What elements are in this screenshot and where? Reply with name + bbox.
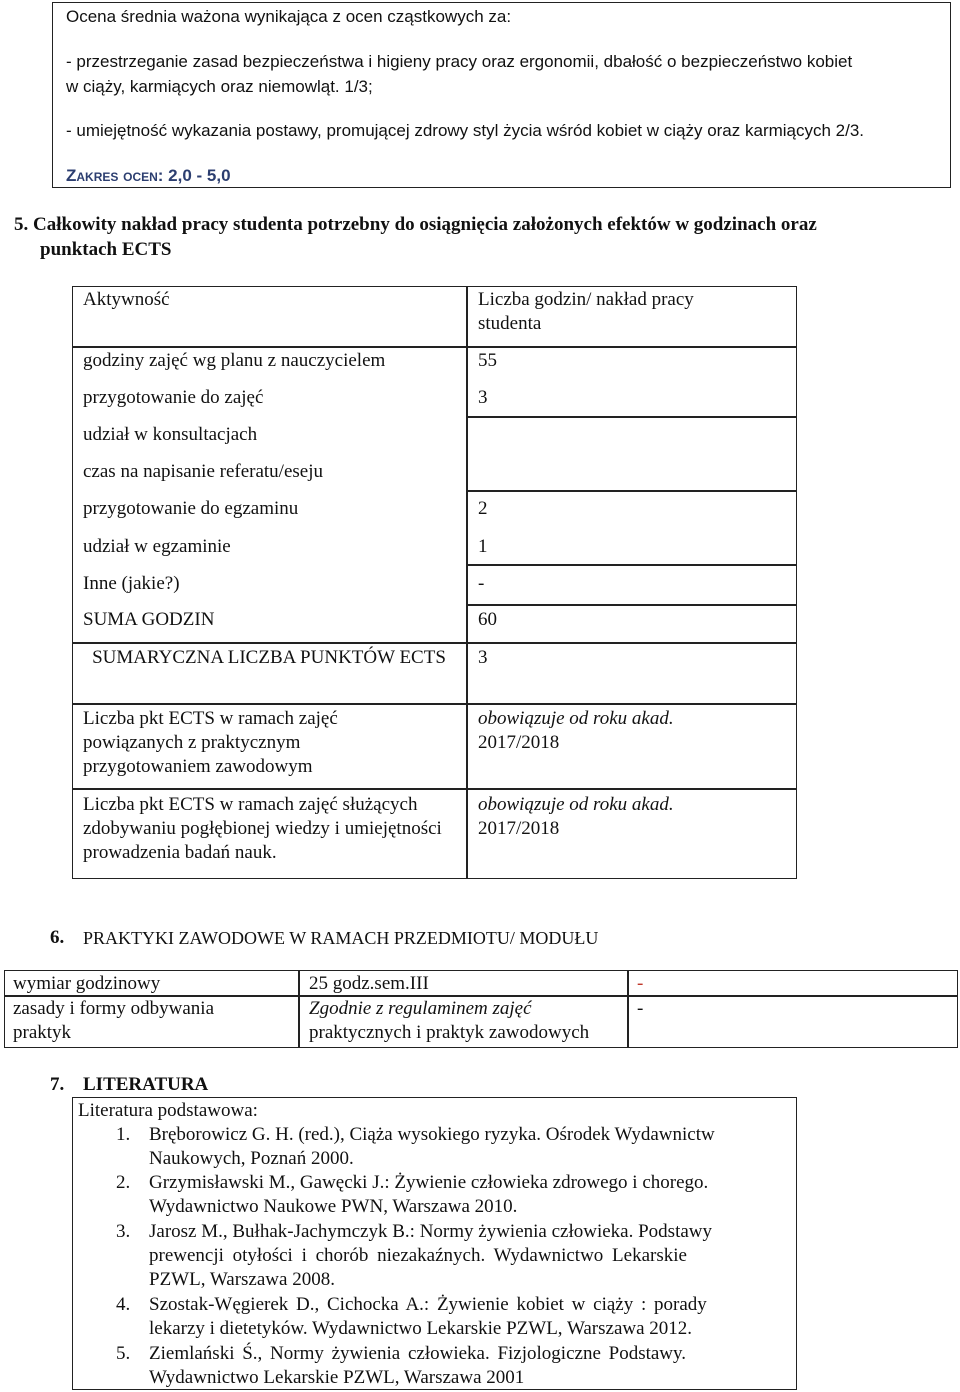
assessment-item-1-cont: w ciąży, karmiących oraz niemowląt. 1/3; — [66, 77, 373, 96]
literature-item-number: 3. — [116, 1221, 131, 1242]
row-value-6: 1 — [478, 536, 488, 557]
col-hours-header: Liczba godzin/ nakład pracy studenta — [478, 289, 694, 334]
assessment-item-1: - przestrzeganie zasad bezpieczeństwa i higieny pracy oraz ergonomii, dbałość o bezpieczeństwo kobiet — [66, 52, 853, 71]
internship-rules-note: Zgodnie z regulaminem zajęć — [309, 998, 532, 1019]
row-label-5: przygotowanie do egzaminu — [83, 498, 299, 519]
workload-table — [72, 286, 797, 879]
row-value-1: 55 — [478, 350, 497, 371]
internship-rules-label: zasady i formy odbywania praktyk — [13, 998, 215, 1043]
literature-item-number: 2. — [116, 1172, 131, 1193]
row-value-7: - — [478, 573, 485, 594]
internship-hours-value: 25 godz.sem.III — [309, 973, 429, 994]
grade-range: Zakres ocen: 2,0 - 5,0 — [66, 166, 231, 185]
literature-item-cont: prewencji otyłości i chorób niezakaźnych. Wydawnictwo Lekarskie — [149, 1245, 687, 1266]
research-ects-label: Liczba pkt ECTS w ramach zajęć służących zdobywaniu pogłębionej wiedzy i umiejętności prowadzenia badań nauk. — [83, 794, 442, 863]
internship-rules-extra: - — [637, 998, 644, 1019]
internship-hours-extra: - — [637, 973, 644, 994]
section7-number: 7. — [50, 1074, 65, 1095]
literature-item: Jarosz M., Bułhak-Jachymczyk B.: Normy żywienia człowieka. Podstawy — [149, 1221, 713, 1242]
literature-item-cont: PZWL, Warszawa 2008. — [149, 1269, 335, 1290]
ects-total-value: 3 — [478, 647, 488, 668]
col-activity-header: Aktywność — [83, 289, 170, 310]
literature-item-cont: Wydawnictwo Lekarskie PZWL, Warszawa 2001 — [149, 1367, 525, 1388]
ects-total-label: SUMARYCZNA LICZBA PUNKTÓW ECTS — [92, 647, 446, 668]
assessment-item-2: - umiejętność wykazania postawy, promującej zdrowy styl życia wśród kobiet w ciąży oraz karmiących 2/3. — [66, 121, 865, 140]
row-label-7: Inne (jakie?) — [83, 573, 180, 594]
section5-title: 5. Całkowity nakład pracy studenta potrzebny do osiągnięcia założonych efektów w godzinach oraz — [14, 214, 817, 235]
literature-item-number: 5. — [116, 1343, 131, 1364]
row-label-4: czas na napisanie referatu/eseju — [83, 461, 324, 482]
row-label-1: godziny zajęć wg planu z nauczycielem — [83, 350, 386, 371]
section6-number: 6. — [50, 927, 65, 948]
section5-title-cont: punktach ECTS — [40, 239, 172, 260]
literature-item: Bręborowicz G. H. (red.), Ciąża wysokiego ryzyka. Ośrodek Wydawnictw — [149, 1124, 715, 1145]
literature-item: Ziemlański Ś., Normy żywienia człowieka. Fizjologiczne Podstawy. — [149, 1343, 687, 1364]
literature-item: Szostak-Węgierek D., Cichocka A.: Żywienie kobiet w ciąży : porady — [149, 1294, 707, 1315]
literature-subtitle: Literatura podstawowa: — [78, 1100, 258, 1121]
row-label-3: udział w konsultacjach — [83, 424, 258, 445]
literature-item-cont: Naukowych, Poznań 2000. — [149, 1148, 354, 1169]
research-ects-note: obowiązuje od roku akad. — [478, 794, 674, 815]
section7-title: LITERATURA — [83, 1074, 209, 1095]
row-value-8: 60 — [478, 609, 497, 630]
row-label-8: SUMA GODZIN — [83, 609, 215, 630]
literature-item-cont: lekarzy i dietetyków. Wydawnictwo Lekarskie PZWL, Warszawa 2012. — [149, 1318, 693, 1339]
row-label-2: przygotowanie do zajęć — [83, 387, 264, 408]
literature-item-number: 1. — [116, 1124, 131, 1145]
assessment-heading: Ocena średnia ważona wynikająca z ocen cząstkowych za: — [66, 7, 512, 26]
internship-rules-value: praktycznych i praktyk zawodowych — [309, 1022, 590, 1043]
row-label-6: udział w egzaminie — [83, 536, 231, 557]
row-value-2: 3 — [478, 387, 488, 408]
internship-hours-label: wymiar godzinowy — [13, 973, 161, 994]
literature-item-number: 4. — [116, 1294, 131, 1315]
research-ects-year: 2017/2018 — [478, 818, 560, 839]
literature-item-cont: Wydawnictwo Naukowe PWN, Warszawa 2010. — [149, 1196, 518, 1217]
row-value-5: 2 — [478, 498, 488, 519]
literature-item: Grzymisławski M., Gawęcki J.: Żywienie człowieka zdrowego i chorego. — [149, 1172, 709, 1193]
practical-ects-label: Liczba pkt ECTS w ramach zajęć powiązanych z praktycznym przygotowaniem zawodowym — [83, 708, 338, 777]
section6-title: PRAKTYKI ZAWODOWE W RAMACH PRZEDMIOTU/ MODUŁU — [83, 928, 599, 948]
practical-ects-year: 2017/2018 — [478, 732, 560, 753]
practical-ects-note: obowiązuje od roku akad. — [478, 708, 674, 729]
